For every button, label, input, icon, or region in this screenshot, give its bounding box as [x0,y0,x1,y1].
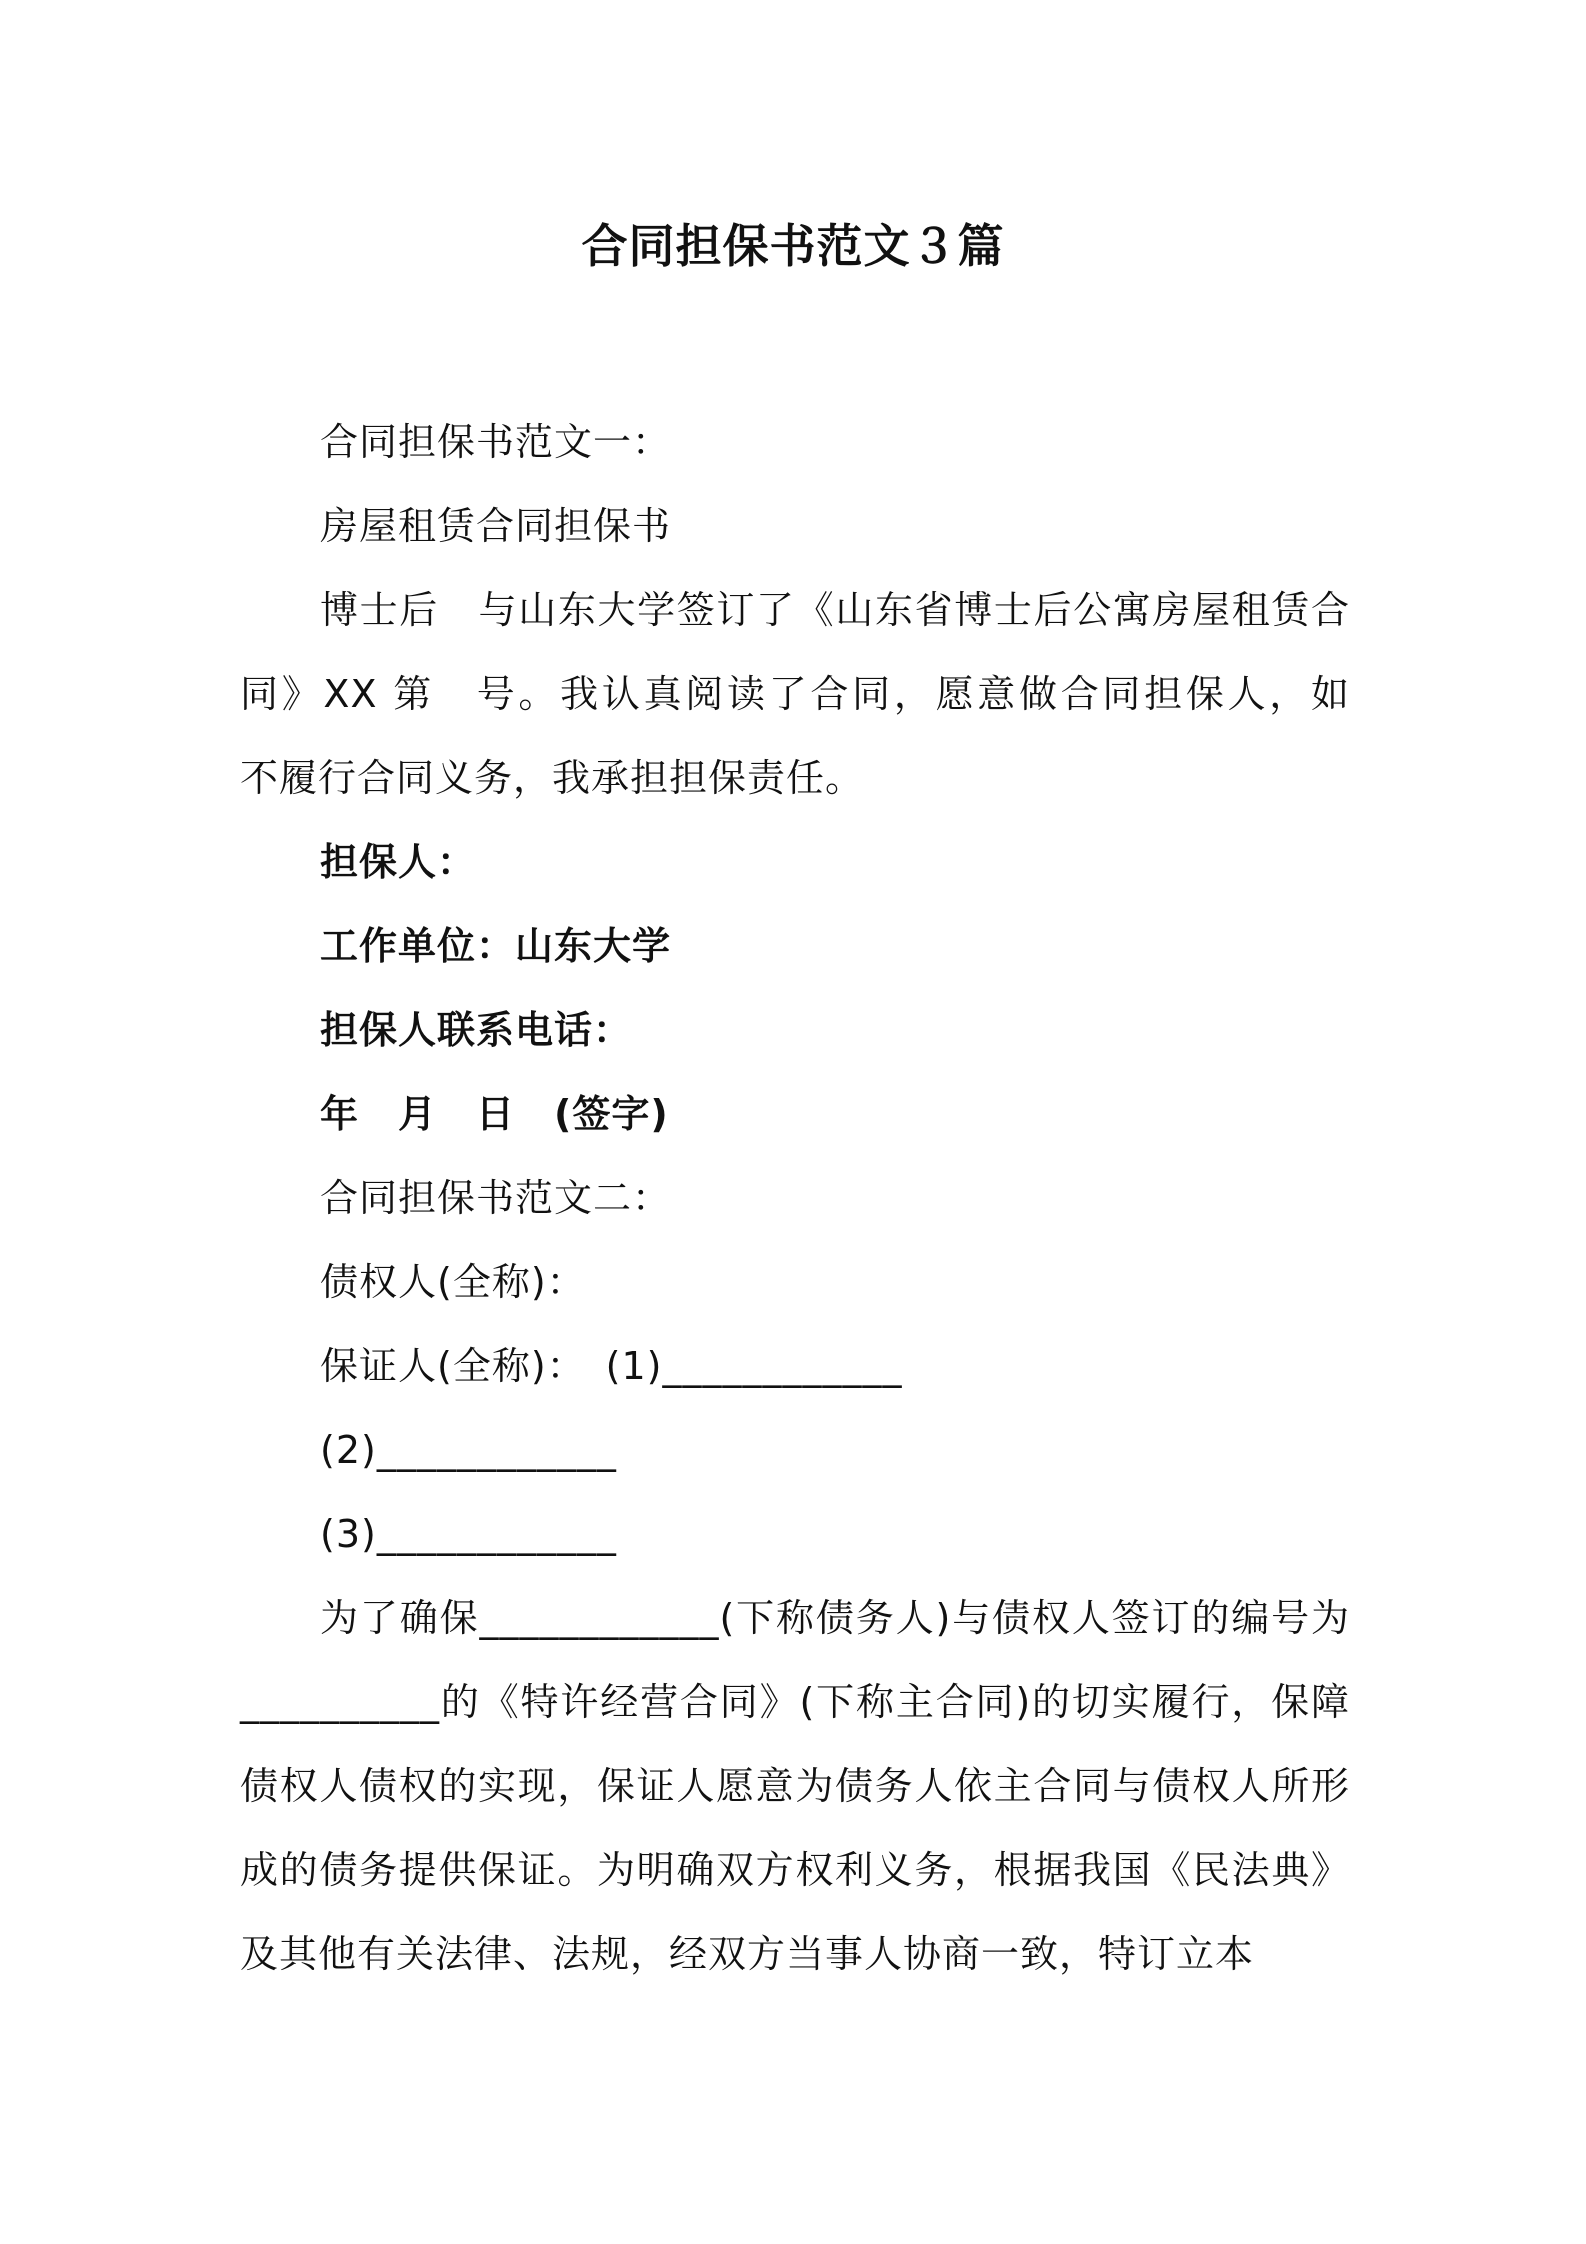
field-date-signature: 年 月 日 (签字) [320,1092,669,1136]
field-surety-1: 保证人(全称)： (1)____________ [320,1344,903,1388]
subheading-lease-guarantee: 房屋租赁合同担保书 [320,504,672,548]
field-guarantor-phone: 担保人联系电话： [320,1008,633,1052]
field-work-unit: 工作单位：山东大学 [320,924,672,968]
section-heading-2: 合同担保书范文二： [320,1176,672,1220]
field-creditor: 债权人(全称)： [320,1260,586,1304]
paragraph-purpose: 为了确保____________(下称债务人)与债权人签订的编号为__________的《特许经营合同》(下称主合同)的切实履行，保障债权人债权的实现，保证人愿意为债务人依主合同与债权人所形成的债务提供保证。为明确双方权利义务，根据我国《民法典》及其他有关法律、法规，经双方当事人协商一致，特订立本 [240,1596,1350,1976]
document-title: 合同担保书范文３篇 [581,219,1005,273]
field-surety-3: (3)____________ [320,1512,617,1556]
field-surety-2: (2)____________ [320,1428,617,1472]
field-guarantor: 担保人： [320,840,477,884]
paragraph-guarantee-statement: 博士后 与山东大学签订了《山东省博士后公寓房屋租赁合同》XX 第 号。我认真阅读了合同，愿意做合同担保人，如 不履行合同义务，我承担担保责任。 [240,588,1390,800]
section-heading-1: 合同担保书范文一： [320,420,672,464]
document-body [240,400,1390,1996]
